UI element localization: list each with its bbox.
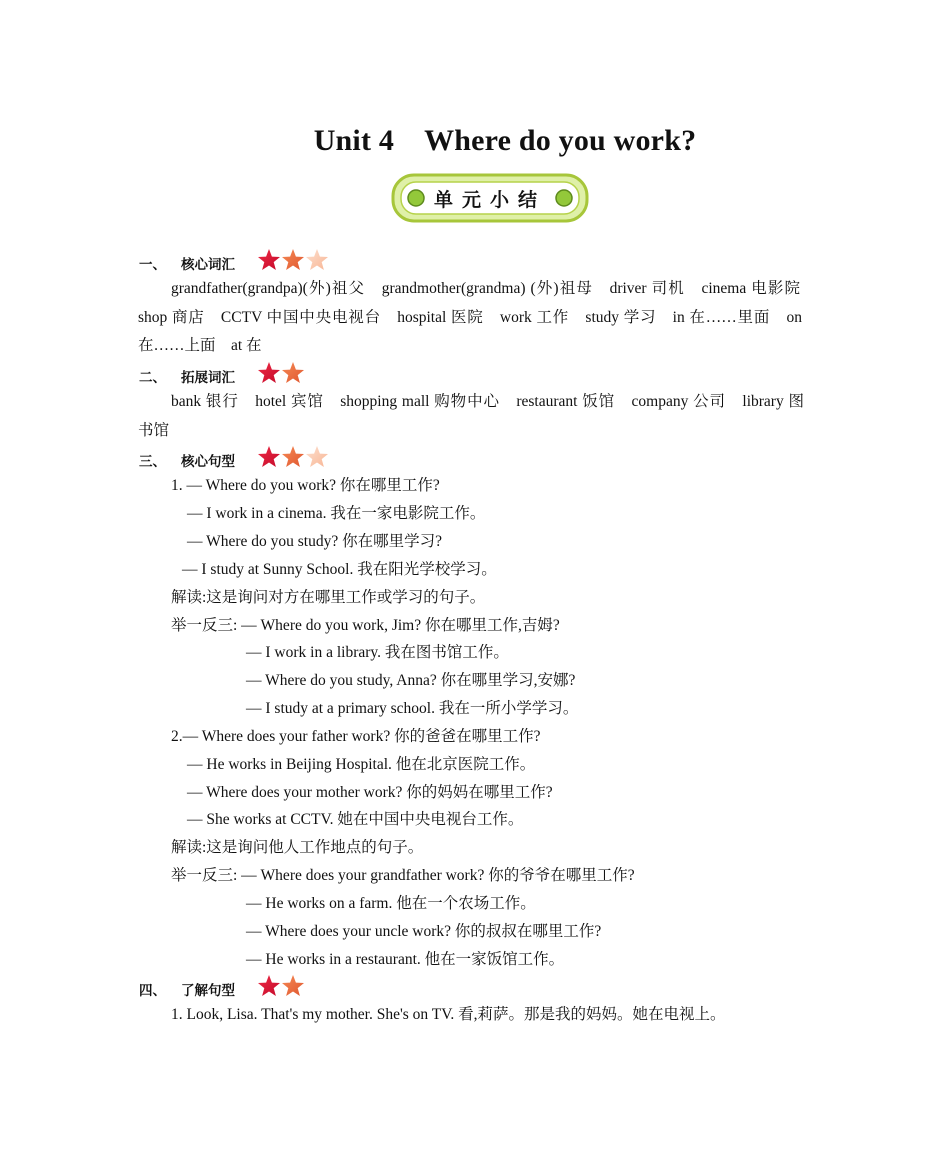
star-icon bbox=[257, 445, 281, 469]
section-heading-core-vocab: 一、 核心词汇 bbox=[139, 257, 235, 273]
star-icon bbox=[305, 248, 329, 272]
sentence-line: 1. Look, Lisa. That's my mother. She's on TV. 看,莉萨。那是我的妈妈。她在电视上。 bbox=[171, 1006, 726, 1023]
practice-line: — I work in a library. 我在图书馆工作。 bbox=[246, 644, 509, 661]
section-heading-understand-sentences: 四、 了解句型 bbox=[139, 983, 235, 999]
practice-line: — Where do you study, Anna? 你在哪里学习,安娜? bbox=[246, 672, 576, 689]
sentence-line: — I work in a cinema. 我在一家电影院工作。 bbox=[187, 505, 486, 522]
explanation-line: 解读:这是询问对方在哪里工作或学习的句子。 bbox=[171, 589, 486, 606]
star-icon bbox=[257, 248, 281, 272]
rating-stars bbox=[257, 248, 329, 272]
rating-stars bbox=[257, 361, 305, 385]
practice-line: 举一反三: — Where do you work, Jim? 你在哪里工作,吉姆? bbox=[171, 617, 560, 634]
rating-stars bbox=[257, 974, 305, 998]
page-title bbox=[0, 124, 950, 158]
rating-stars bbox=[257, 445, 329, 469]
sentence-line: — I study at Sunny School. 我在阳光学校学习。 bbox=[182, 561, 497, 578]
banner-label: 单元小结 bbox=[433, 189, 546, 211]
star-icon bbox=[257, 361, 281, 385]
sentence-line: — Where does your mother work? 你的妈妈在哪里工作? bbox=[187, 784, 553, 801]
practice-line: 举一反三: — Where does your grandfather work? 你的爷爷在哪里工作? bbox=[171, 867, 635, 884]
title-question: Where do you work? bbox=[424, 124, 697, 157]
star-icon bbox=[257, 974, 281, 998]
sentence-line: — He works in Beijing Hospital. 他在北京医院工作。 bbox=[187, 756, 536, 773]
star-icon bbox=[281, 361, 305, 385]
practice-line: — He works in a restaurant. 他在一家饭馆工作。 bbox=[246, 951, 565, 968]
practice-line: — Where does your uncle work? 你的叔叔在哪里工作? bbox=[246, 923, 602, 940]
explanation-line: 解读:这是询问他人工作地点的句子。 bbox=[171, 839, 424, 856]
sentence-line: 2.— Where does your father work? 你的爸爸在哪里工作? bbox=[171, 728, 541, 745]
vocab-ext-line: bank 银行 hotel 宾馆 shopping mall 购物中心 restaurant 饭馆 company 公司 library 图 bbox=[171, 393, 804, 410]
star-icon bbox=[281, 445, 305, 469]
vocab-core-line: shop 商店 CCTV 中国中央电视台 hospital 医院 work 工作 study 学习 in 在……里面 on bbox=[138, 309, 802, 326]
practice-line: — He works on a farm. 他在一个农场工作。 bbox=[246, 895, 536, 912]
sentence-line: 1. — Where do you work? 你在哪里工作? bbox=[171, 477, 440, 494]
section-heading-core-sentences: 三、 核心句型 bbox=[139, 454, 235, 470]
section-heading-ext-vocab: 二、 拓展词汇 bbox=[139, 370, 235, 386]
practice-line: — I study at a primary school. 我在一所小学学习。 bbox=[246, 700, 579, 717]
star-icon bbox=[281, 248, 305, 272]
sentence-line: — She works at CCTV. 她在中国中央电视台工作。 bbox=[187, 811, 524, 828]
vocab-core-line: 在……上面 at 在 bbox=[138, 337, 262, 354]
sentence-line: — Where do you study? 你在哪里学习? bbox=[187, 533, 442, 550]
star-icon bbox=[305, 445, 329, 469]
vocab-core-line: grandfather(grandpa)(外)祖父 grandmother(grandma) (外)祖母 driver 司机 cinema 电影院 bbox=[171, 280, 800, 297]
star-icon bbox=[281, 974, 305, 998]
vocab-ext-line: 书馆 bbox=[138, 422, 170, 439]
unit-summary-banner bbox=[391, 173, 589, 223]
title-unit: Unit 4 bbox=[313, 124, 395, 157]
